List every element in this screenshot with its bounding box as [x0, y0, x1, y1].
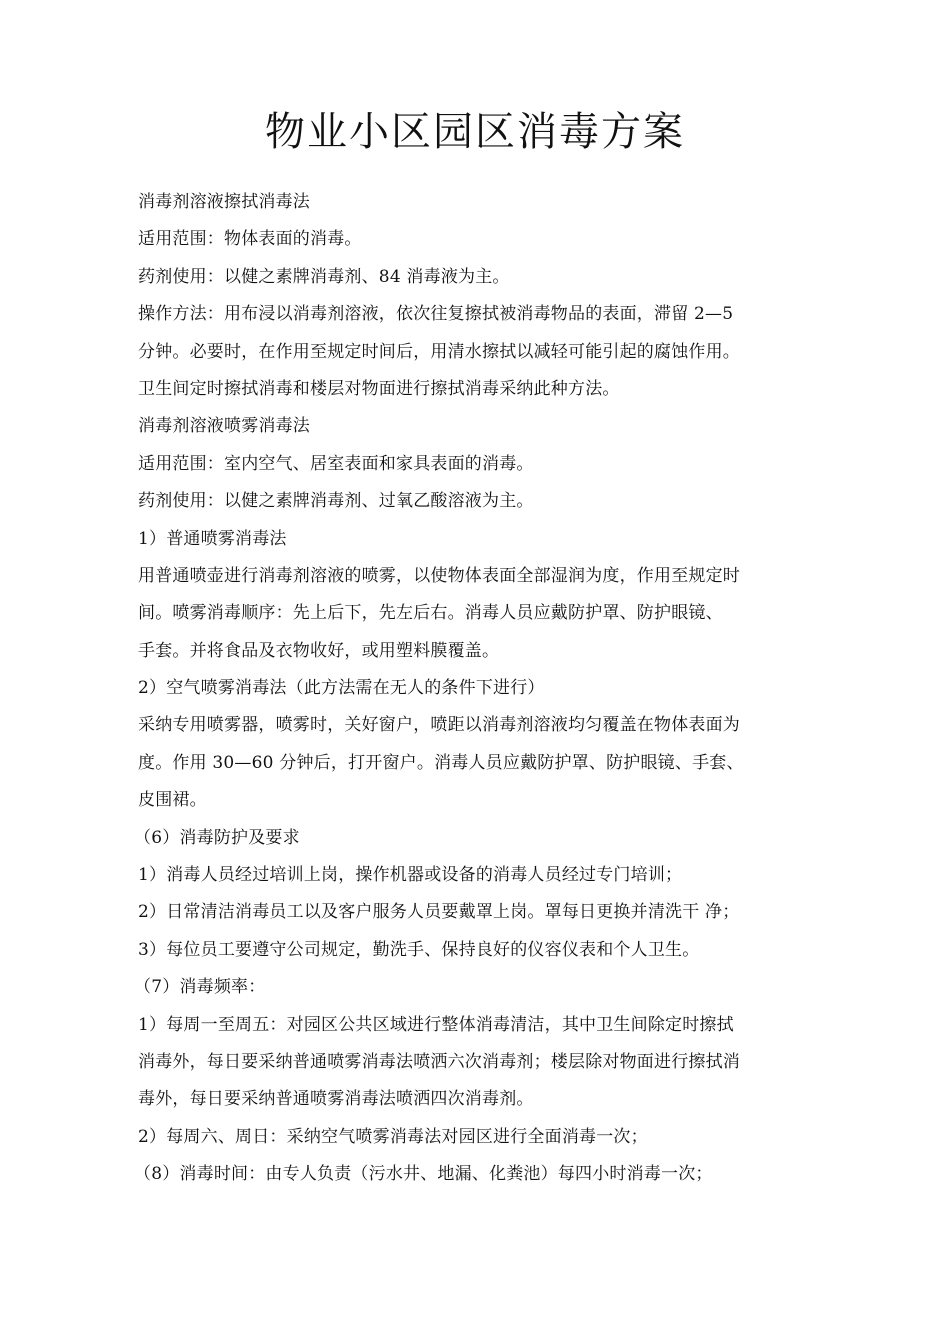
body-line: 药剂使用：以健之素牌消毒剂、过氧乙酸溶液为主。 — [138, 491, 534, 512]
body-line: 采纳专用喷雾器，喷雾时，关好窗户，喷距以消毒剂溶液均匀覆盖在物体表面为 — [138, 715, 740, 736]
body-line: 适用范围：室内空气、居室表面和家具表面的消毒。 — [138, 453, 534, 474]
body-line: 间。喷雾消毒顺序：先上后下，先左后右。消毒人员应戴防护罩、防护眼镜、 — [138, 603, 723, 624]
section-heading: （6）消毒防护及要求 — [134, 827, 300, 848]
section-heading: 消毒剂溶液喷雾消毒法 — [138, 416, 310, 437]
list-item: 3）每位员工要遵守公司规定，勤洗手、保持良好的仪容仪表和个人卫生。 — [138, 939, 700, 960]
body-line: 皮围裙。 — [138, 790, 207, 811]
document-body — [134, 184, 818, 1194]
subsection-heading: 2）空气喷雾消毒法（此方法需在无人的条件下进行） — [138, 678, 545, 699]
section-heading: （8）消毒时间：由专人负责（污水井、地漏、化粪池）每四小时消毒一次； — [134, 1164, 713, 1185]
list-item: 1）消毒人员经过培训上岗，操作机器或设备的消毒人员经过专门培训； — [138, 865, 683, 886]
list-item: 2）每周六、周日：采纳空气喷雾消毒法对园区进行全面消毒一次； — [138, 1126, 648, 1147]
body-line: 毒外，每日要采纳普通喷雾消毒法喷洒四次消毒剂。 — [138, 1089, 534, 1110]
body-line: 药剂使用：以健之素牌消毒剂、84 消毒液为主。 — [138, 266, 510, 287]
body-line: 用普通喷壶进行消毒剂溶液的喷雾，以使物体表面全部湿润为度，作用至规定时 — [138, 565, 740, 586]
document-title: 物业小区园区消毒方案 — [265, 109, 685, 155]
body-line: 卫生间定时擦拭消毒和楼层对物面进行擦拭消毒采纳此种方法。 — [138, 378, 620, 399]
body-line: 消毒外，每日要采纳普通喷雾消毒法喷洒六次消毒剂；楼层除对物面进行擦拭消 — [138, 1051, 740, 1072]
list-item: 2）日常清洁消毒员工以及客户服务人员要戴罩上岗。罩每日更换并清洗干 净； — [138, 902, 740, 923]
list-item: 1）每周一至周五：对园区公共区域进行整体消毒清洁，其中卫生间除定时擦拭 — [138, 1014, 734, 1035]
subsection-heading: 1）普通喷雾消毒法 — [138, 528, 287, 549]
body-line: 适用范围：物体表面的消毒。 — [138, 229, 362, 250]
section-heading: （7）消毒频率： — [134, 977, 266, 998]
body-line: 度。作用 30—60 分钟后，打开窗户。消毒人员应戴防护罩、防护眼镜、手套、 — [138, 752, 744, 773]
body-line: 手套。并将食品及衣物收好，或用塑料膜覆盖。 — [138, 640, 500, 661]
body-line: 分钟。必要时，在作用至规定时间后，用清水擦拭以减轻可能引起的腐蚀作用。 — [138, 341, 740, 362]
section-heading: 消毒剂溶液擦拭消毒法 — [138, 192, 310, 212]
body-line: 操作方法：用布浸以消毒剂溶液，依次往复擦拭被消毒物品的表面，滞留 2—5 — [138, 304, 734, 325]
